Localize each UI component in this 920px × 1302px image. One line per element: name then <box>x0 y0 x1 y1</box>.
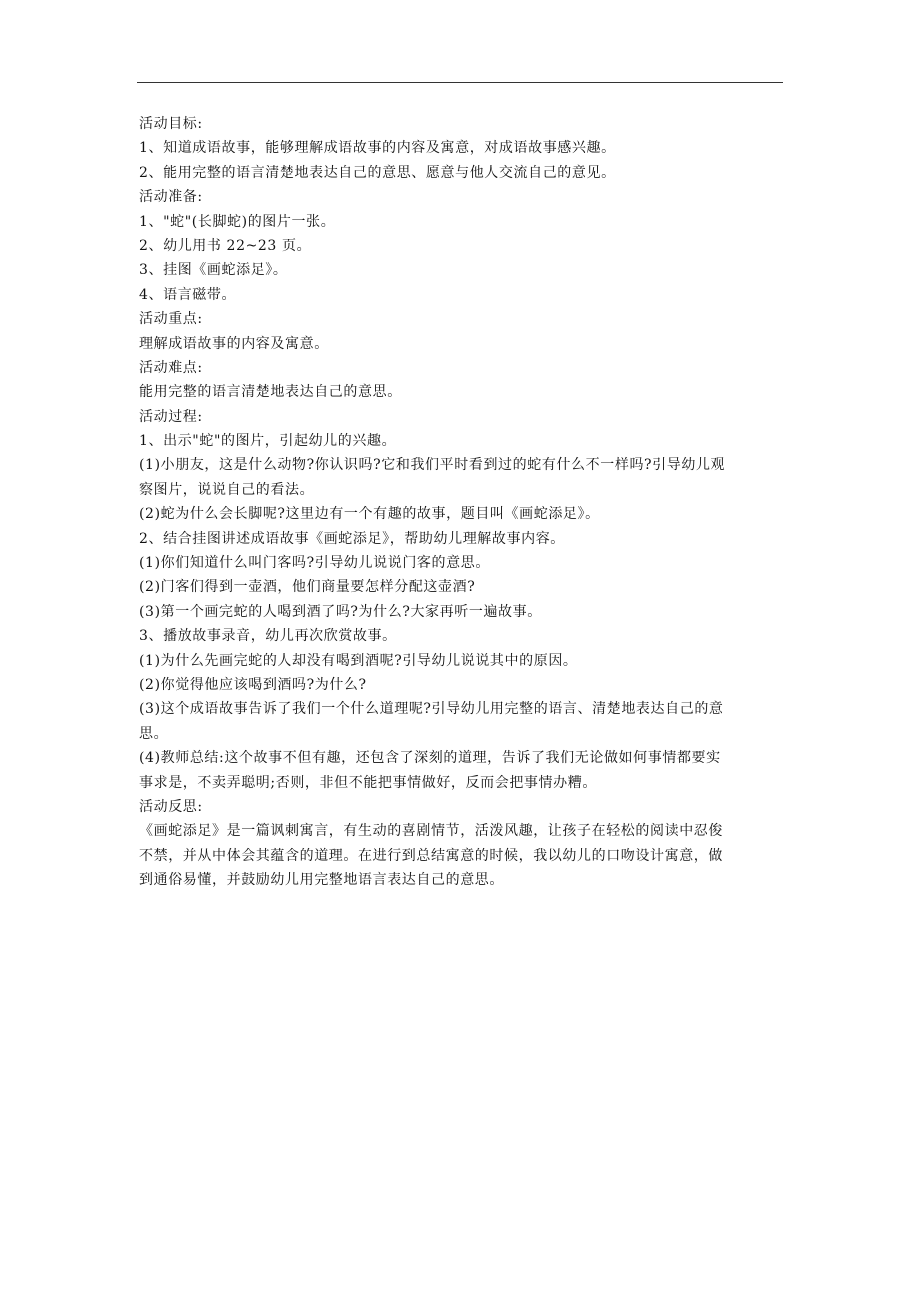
section-heading-process: 活动过程: <box>139 408 203 425</box>
reflection-line-2: 不禁，并从中体会其蕴含的道理。在进行到总结寓意的时候，我以幼儿的口吻设计寓意，做 <box>139 847 723 864</box>
process-step-2-sub-3: (3)第一个画完蛇的人喝到酒了吗?为什么?大家再听一遍故事。 <box>139 603 542 620</box>
process-step-3-sub-4-line-1: (4)教师总结:这个故事不但有趣，还包含了深刻的道理，告诉了我们无论做如何事情都要实 <box>139 750 721 767</box>
process-step-1-sub-1-line-1: (1)小朋友，这是什么动物?你认识吗?它和我们平时看到过的蛇有什么不一样吗?引导幼儿观 <box>139 457 726 474</box>
process-step-3-sub-3-line-1: (3)这个成语故事告诉了我们一个什么道理呢?引导幼儿用完整的语言、清楚地表达自己的意 <box>139 701 724 718</box>
process-step-1-sub-2: (2)蛇为什么会长脚呢?这里边有一个有趣的故事，题目叫《画蛇添足》。 <box>139 506 600 523</box>
section-heading-goals: 活动目标: <box>139 116 203 132</box>
preparation-item-2: 2、幼儿用书 22~23 页。 <box>139 237 312 254</box>
process-step-3-sub-3-line-2: 思。 <box>139 725 169 742</box>
reflection-line-3: 到通俗易懂，并鼓励幼儿用完整地语言表达自己的意思。 <box>139 872 504 889</box>
process-step-3: 3、播放故事录音，幼儿再次欣赏故事。 <box>139 628 397 645</box>
preparation-item-1: 1、"蛇"(长脚蛇)的图片一张。 <box>139 213 336 230</box>
reflection-line-1: 《画蛇添足》是一篇讽刺寓言，有生动的喜剧情节，活泼风趣，让孩子在轻松的阅读中忍俊 <box>139 823 723 840</box>
process-step-3-sub-4-line-2: 事求是，不卖弄聪明;否则，非但不能把事情做好，反而会把事情办糟。 <box>139 774 597 791</box>
process-step-3-sub-2: (2)你觉得他应该喝到酒吗?为什么? <box>139 676 367 693</box>
section-heading-difficulty: 活动难点: <box>139 359 203 376</box>
difficulty-text: 能用完整的语言清楚地表达自己的意思。 <box>139 384 402 401</box>
process-step-2-sub-2: (2)门客们得到一壶酒，他们商量要怎样分配这壶酒? <box>139 579 476 596</box>
section-heading-focus: 活动重点: <box>139 311 203 328</box>
section-heading-preparation: 活动准备: <box>139 189 203 206</box>
goal-item-2: 2、能用完整的语言清楚地表达自己的意思、愿意与他人交流自己的意见。 <box>139 164 616 181</box>
goal-item-1: 1、知道成语故事，能够理解成语故事的内容及寓意，对成语故事感兴趣。 <box>139 140 616 157</box>
section-heading-reflection: 活动反思: <box>139 798 203 815</box>
preparation-item-3: 3、挂图《画蛇添足》。 <box>139 262 288 279</box>
process-step-2: 2、结合挂图讲述成语故事《画蛇添足》，帮助幼儿理解故事内容。 <box>139 530 565 547</box>
header-rule <box>137 82 783 83</box>
preparation-item-4: 4、语言磁带。 <box>139 286 237 303</box>
process-step-3-sub-1: (1)为什么先画完蛇的人却没有喝到酒呢?引导幼儿说说其中的原因。 <box>139 652 578 669</box>
focus-text: 理解成语故事的内容及寓意。 <box>139 335 329 352</box>
process-step-1-sub-1-line-2: 察图片，说说自己的看法。 <box>139 481 315 498</box>
process-step-2-sub-1: (1)你们知道什么叫门客吗?引导幼儿说说门客的意思。 <box>139 555 490 572</box>
process-step-1: 1、出示"蛇"的图片，引起幼儿的兴趣。 <box>139 433 397 450</box>
document-body <box>139 112 785 893</box>
